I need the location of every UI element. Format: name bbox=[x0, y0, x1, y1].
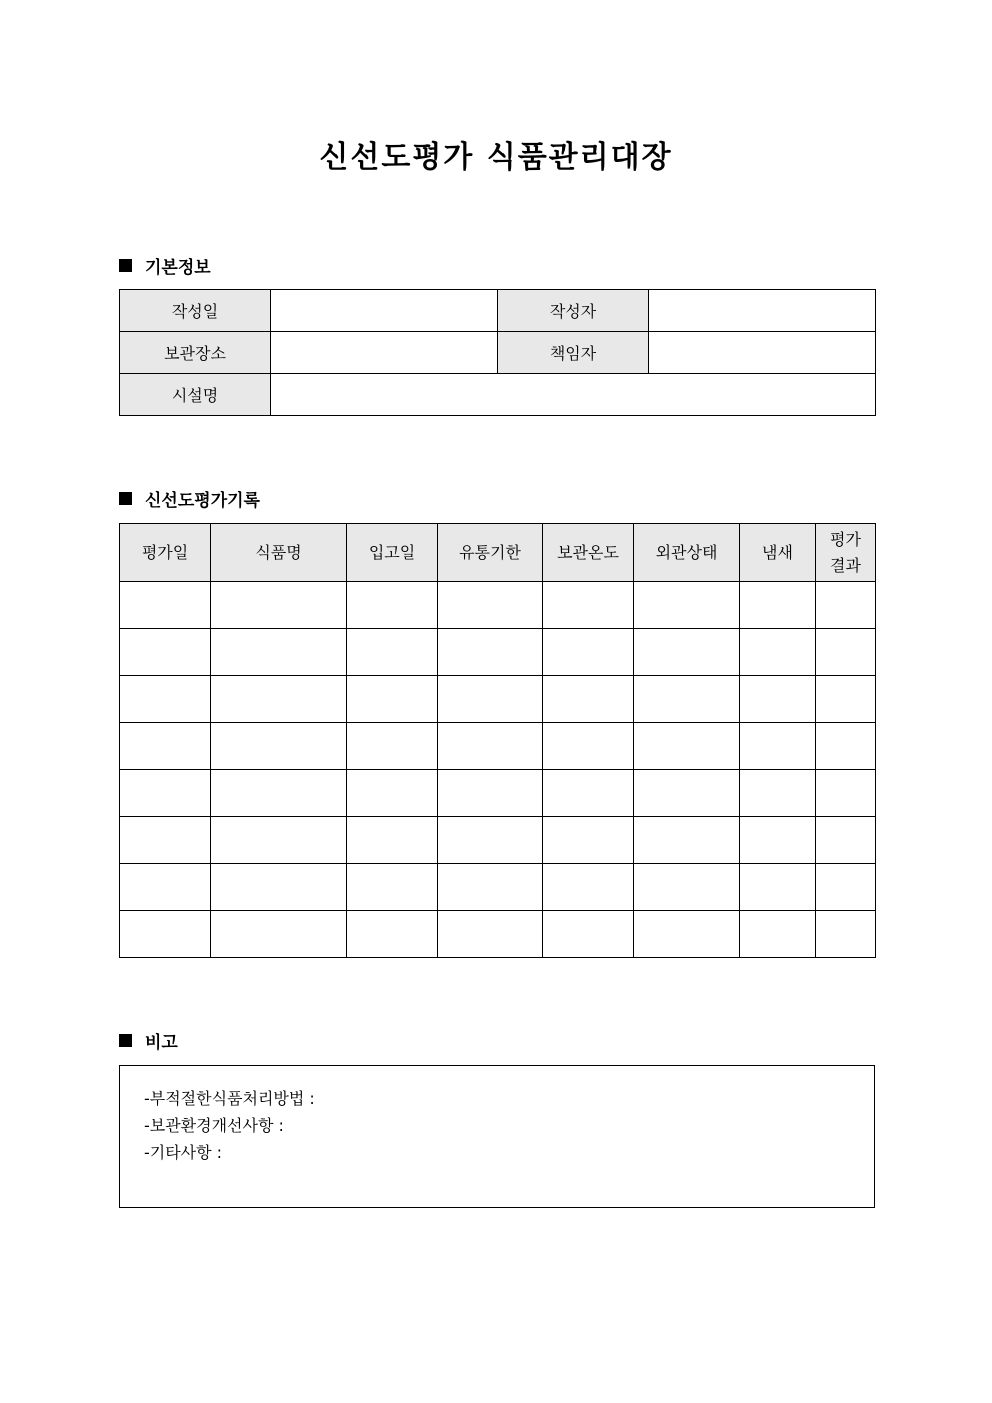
record-cell[interactable] bbox=[438, 864, 543, 911]
record-cell[interactable] bbox=[740, 676, 816, 723]
record-cell[interactable] bbox=[347, 817, 438, 864]
record-cell[interactable] bbox=[543, 723, 634, 770]
square-bullet-icon bbox=[119, 259, 132, 272]
record-cell[interactable] bbox=[740, 723, 816, 770]
remarks-line-disposal: -부적절한식품처리방법 : bbox=[144, 1089, 315, 1108]
record-cell[interactable] bbox=[438, 770, 543, 817]
record-cell[interactable] bbox=[816, 770, 876, 817]
record-cell[interactable] bbox=[543, 817, 634, 864]
record-cell[interactable] bbox=[438, 629, 543, 676]
table-row bbox=[120, 290, 876, 332]
record-cell[interactable] bbox=[543, 770, 634, 817]
record-cell[interactable] bbox=[740, 817, 816, 864]
header-eval-result-line1: 평가 bbox=[830, 529, 861, 549]
record-cell[interactable] bbox=[634, 817, 740, 864]
record-cell[interactable] bbox=[438, 911, 543, 958]
facility-label: 시설명 bbox=[120, 374, 271, 416]
remarks-line-other: -기타사항 : bbox=[144, 1143, 223, 1162]
record-cell[interactable] bbox=[120, 582, 211, 629]
header-smell: 냄새 bbox=[740, 524, 816, 582]
storage-label: 보관장소 bbox=[120, 332, 271, 374]
record-cell[interactable] bbox=[347, 723, 438, 770]
table-row bbox=[120, 723, 876, 770]
record-cell[interactable] bbox=[816, 817, 876, 864]
basic-info-heading-text: 기본정보 bbox=[145, 257, 211, 278]
square-bullet-icon bbox=[119, 492, 132, 505]
record-cell[interactable] bbox=[347, 629, 438, 676]
table-row bbox=[120, 864, 876, 911]
record-cell[interactable] bbox=[120, 911, 211, 958]
writer-field[interactable] bbox=[649, 290, 876, 332]
record-cell[interactable] bbox=[634, 629, 740, 676]
record-cell[interactable] bbox=[634, 911, 740, 958]
record-cell[interactable] bbox=[543, 911, 634, 958]
record-cell[interactable] bbox=[347, 864, 438, 911]
record-cell[interactable] bbox=[543, 582, 634, 629]
record-cell[interactable] bbox=[438, 582, 543, 629]
record-cell[interactable] bbox=[634, 864, 740, 911]
table-row bbox=[120, 817, 876, 864]
record-cell[interactable] bbox=[740, 864, 816, 911]
record-cell[interactable] bbox=[816, 723, 876, 770]
record-cell[interactable] bbox=[438, 817, 543, 864]
record-cell[interactable] bbox=[740, 582, 816, 629]
remarks-box[interactable] bbox=[119, 1065, 875, 1208]
record-cell[interactable] bbox=[211, 629, 347, 676]
records-table bbox=[119, 523, 876, 958]
record-cell[interactable] bbox=[740, 911, 816, 958]
table-row bbox=[120, 676, 876, 723]
remarks-heading-text: 비고 bbox=[145, 1032, 178, 1053]
table-row bbox=[120, 374, 876, 416]
record-cell[interactable] bbox=[211, 911, 347, 958]
record-cell[interactable] bbox=[816, 629, 876, 676]
record-cell[interactable] bbox=[211, 723, 347, 770]
header-storage-temp: 보관온도 bbox=[543, 524, 634, 582]
record-cell[interactable] bbox=[120, 723, 211, 770]
record-cell[interactable] bbox=[347, 911, 438, 958]
record-cell[interactable] bbox=[438, 723, 543, 770]
record-cell[interactable] bbox=[120, 817, 211, 864]
manager-field[interactable] bbox=[649, 332, 876, 374]
header-food-name: 식품명 bbox=[211, 524, 347, 582]
remarks-heading bbox=[119, 1028, 178, 1052]
record-cell[interactable] bbox=[816, 676, 876, 723]
record-cell[interactable] bbox=[211, 582, 347, 629]
writer-label: 작성자 bbox=[498, 290, 649, 332]
record-cell[interactable] bbox=[740, 629, 816, 676]
record-cell[interactable] bbox=[816, 864, 876, 911]
basic-info-table bbox=[119, 289, 876, 416]
manager-label: 책임자 bbox=[498, 332, 649, 374]
record-cell[interactable] bbox=[211, 770, 347, 817]
record-cell[interactable] bbox=[816, 582, 876, 629]
record-cell[interactable] bbox=[120, 864, 211, 911]
header-appearance: 외관상태 bbox=[634, 524, 740, 582]
record-cell[interactable] bbox=[211, 864, 347, 911]
record-cell[interactable] bbox=[634, 770, 740, 817]
table-row bbox=[120, 911, 876, 958]
record-cell[interactable] bbox=[211, 817, 347, 864]
date-written-field[interactable] bbox=[271, 290, 498, 332]
record-cell[interactable] bbox=[438, 676, 543, 723]
header-eval-date: 평가일 bbox=[120, 524, 211, 582]
header-received-date: 입고일 bbox=[347, 524, 438, 582]
date-written-label: 작성일 bbox=[120, 290, 271, 332]
header-expiry: 유통기한 bbox=[438, 524, 543, 582]
header-eval-result-line2: 결과 bbox=[830, 555, 861, 575]
record-cell[interactable] bbox=[543, 676, 634, 723]
record-cell[interactable] bbox=[120, 770, 211, 817]
table-row bbox=[120, 770, 876, 817]
record-cell[interactable] bbox=[634, 582, 740, 629]
record-cell[interactable] bbox=[543, 864, 634, 911]
table-header-row bbox=[120, 524, 876, 582]
table-row bbox=[120, 582, 876, 629]
records-heading-text: 신선도평가기록 bbox=[145, 490, 260, 511]
record-cell[interactable] bbox=[347, 770, 438, 817]
table-row bbox=[120, 629, 876, 676]
record-cell[interactable] bbox=[634, 676, 740, 723]
storage-field[interactable] bbox=[271, 332, 498, 374]
record-cell[interactable] bbox=[543, 629, 634, 676]
basic-info-heading bbox=[119, 253, 211, 277]
record-cell[interactable] bbox=[347, 582, 438, 629]
record-cell[interactable] bbox=[347, 676, 438, 723]
page-title: 신선도평가 식품관리대장 bbox=[319, 140, 673, 175]
record-cell[interactable] bbox=[816, 911, 876, 958]
header-eval-result bbox=[816, 524, 876, 582]
record-cell[interactable] bbox=[120, 676, 211, 723]
facility-field[interactable] bbox=[271, 374, 876, 416]
records-heading bbox=[119, 486, 260, 510]
remarks-line-environment: -보관환경개선사항 : bbox=[144, 1116, 284, 1135]
record-cell[interactable] bbox=[211, 676, 347, 723]
record-cell[interactable] bbox=[120, 629, 211, 676]
table-row bbox=[120, 332, 876, 374]
record-cell[interactable] bbox=[740, 770, 816, 817]
square-bullet-icon bbox=[119, 1034, 132, 1047]
record-cell[interactable] bbox=[634, 723, 740, 770]
